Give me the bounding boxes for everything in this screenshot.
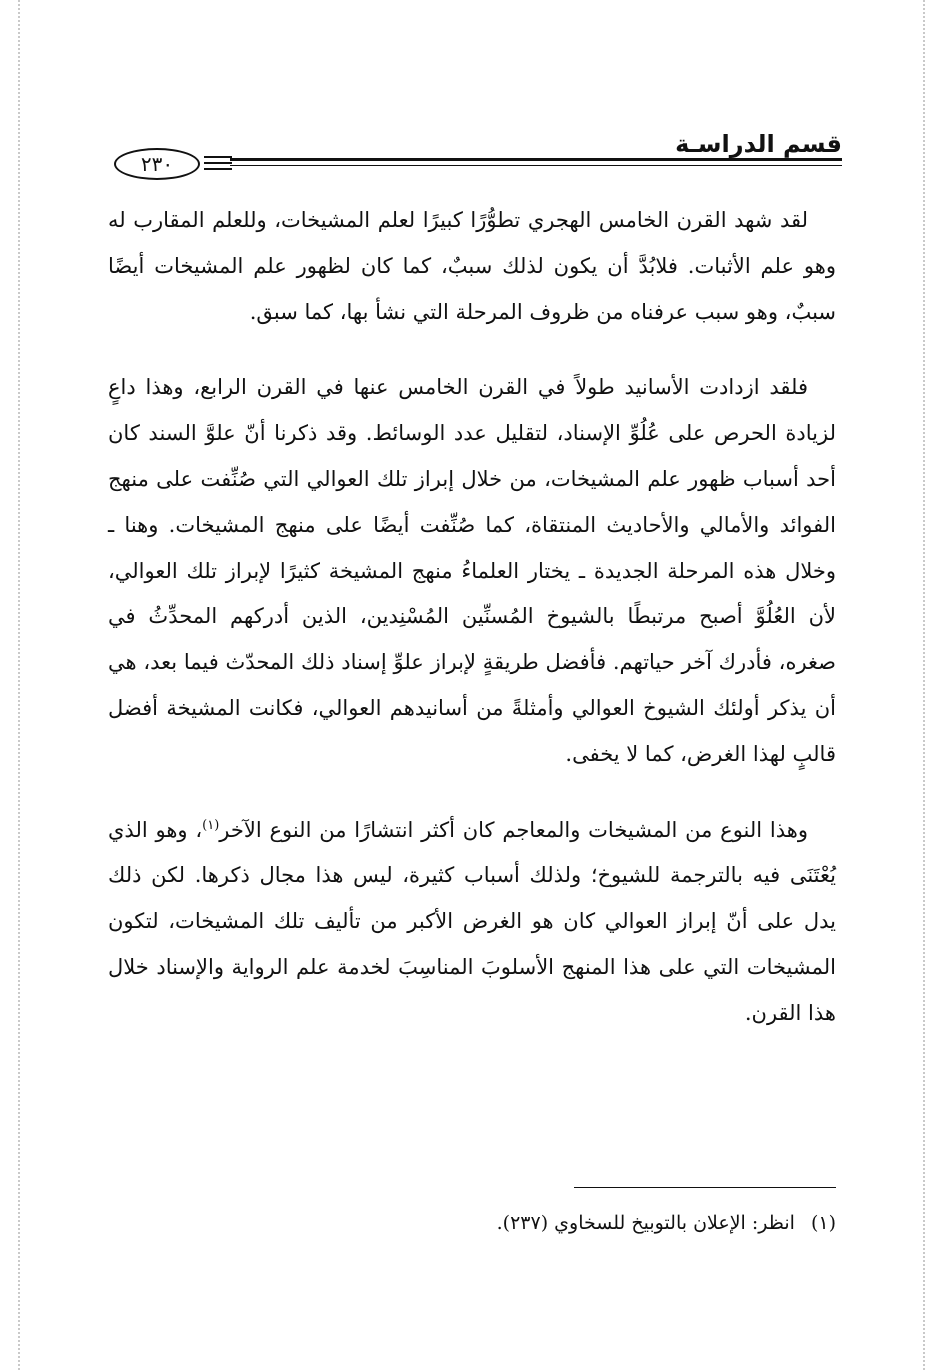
header-ornament-lines [204, 156, 232, 174]
header-rule [230, 158, 842, 161]
paragraph-1: لقد شهد القرن الخامس الهجري تطوُّرًا كبيرًا لعلم المشيخات، وللعلم المقارب له وهو علم الأثبات. فلابُدَّ أن يكون لذلك سببٌ، كما كان لظهور علم المشيخات أيضًا سببٌ، وهو سبب عرفناه من ظروف المرحلة التي نشأ بها، كما سبق. [108, 208, 836, 324]
paragraph-2: فلقد ازدادت الأسانيد طولاً في القرن الخامس عنها في القرن الرابع، وهذا داعٍ لزيادة الحرص على عُلُوِّ الإسناد، لتقليل عدد الوسائط. وقد ذكرنا أنّ علوَّ السند كان أحد أسباب ظهور علم المشيخات، من خلال إبراز تلك العوالي التي صُنِّفت على منهج الفوائد والأمالي والأحاديث المنتقاة، كما صُنِّفت أيضًا على منهج المشيخات. وهنا ـ وخلال هذه المرحلة الجديدة ـ يختار العلماءُ منهج المشيخة كثيرًا لإبراز تلك العوالي، لأن العُلُوَّ أصبح مرتبطًا بالشيوخ المُسنِّين المُسْنِدين، الذين أدركهم المحدِّثُ في صغره، فأدرك آخر حياتهم. فأفضل طريقةٍ لإبراز علوِّ إسناد ذلك المحدّث فيما بعد، هي أن يذكر أولئك الشيوخ العوالي وأمثلةً من أسانيدهم العوالي، فكانت المشيخة أفضل قالبٍ لهذا الغرض، كما لا يخفى. [108, 375, 836, 766]
footnote-reference: (١) [202, 817, 220, 833]
page-number-ornament [100, 146, 235, 180]
page-header [100, 124, 842, 194]
footnote-separator [574, 1187, 836, 1188]
footnote [108, 1208, 836, 1238]
right-margin-dots [923, 0, 925, 1370]
paragraph-3-text-after-reference: ، وهو الذي يُعْتَنَى فيه بالترجمة للشيوخ؛ ولذلك أسباب كثيرة، ليس هذا مجال ذكرها. لكن ذلك يدل على أنّ إبراز العوالي كان هو الغرض الأكبر من تأليف تلك المشيخات، لتكون المشيخات التي على هذا المنهج الأسلوبَ المناسِبَ لخدمة علم الرواية والإسناد خلال هذا القرن. [108, 817, 836, 1025]
paragraph-3 [108, 808, 836, 1037]
page-number: ٢٣٠ [114, 148, 200, 180]
footnote-text: انظر: الإعلان بالتوبيخ للسخاوي (٢٣٧). [496, 1212, 795, 1234]
section-title: قسم الدراسـة [675, 130, 842, 158]
left-margin-dots [18, 0, 20, 1370]
main-text [108, 198, 836, 1037]
footnote-number: (١) [810, 1212, 836, 1234]
header-rule-thin [230, 165, 842, 166]
paragraph-3-text-before-reference: وهذا النوع من المشيخات والمعاجم كان أكثر انتشارًا من النوع الآخر [219, 817, 808, 842]
